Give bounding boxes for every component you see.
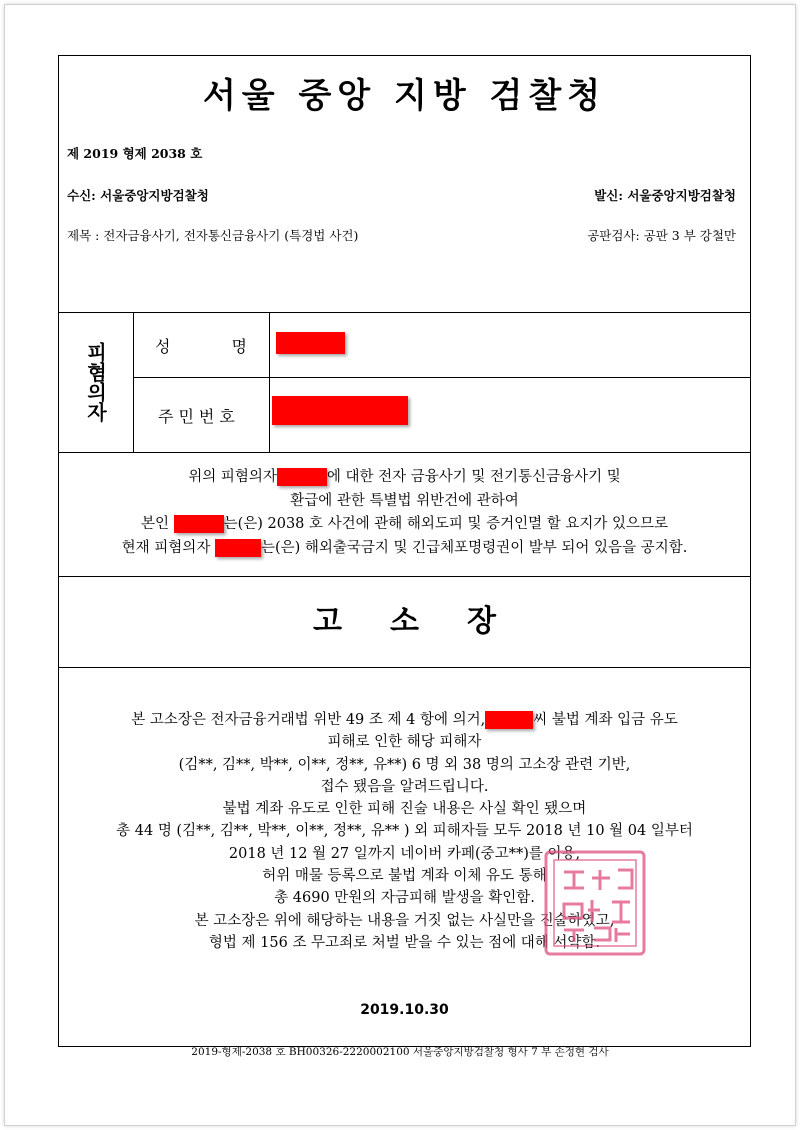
prosecutor: 공판검사: 공판 3 부 강철만	[587, 228, 736, 243]
divider	[133, 312, 134, 452]
redacted-name	[276, 332, 345, 354]
document-page	[4, 4, 796, 1126]
divider	[59, 312, 750, 313]
sender: 발신: 서울중앙지방검찰청	[594, 188, 736, 203]
divider	[133, 377, 750, 378]
redaction	[215, 539, 261, 557]
name-label: 성 명	[155, 337, 247, 356]
official-seal-icon	[542, 848, 648, 958]
notice-text: 위의 피혐의자 에 대한 전자 금융사기 및 전기통신금융사기 및 환급에 관한 특별법 위반건에 관하여 본인 는(은) 2038 호 사건에 관해 해외도피 및 증거인멸 할 요지가 있으므로 현재 피혐의자 는(은) 해외출국금지 및 긴급체포명령권이 발부 되어 있음을 공지함.	[121, 469, 688, 556]
complaint-body: 본 고소장은 전자금융거래법 위반 49 조 제 4 항에 의거, 씨 불법 계좌 입금 유도 피해로 인한 해당 피해자 (김**, 김**, 박**, 이**, 정**, 유**) 6 명 외 38 명의 고소장 관련 기반, 접수 됐음을 알려드립니다. 불법 계좌 유도로 인한 피해 진술 내용은 사실 확인 됐으며 총 44 명 (김**, 김**, 박**, 이**, 정**, 유** ) 외 피해자들 모두 2018 년 10 월 04 일부터 2018 년 12 월 27 일까지 네이버 카페(중고**)를 이용, 허위 매물 등록으로 불법 계좌 이체 유도 통해 총 4690 만원의 자금피해 발생을 확인함. 본 고소장은 위에 해당하는 내용을 거짓 없는 사실만을 진술하였고, 형법 제 156 조 무고죄로 처벌 받을 수 있는 점에 대해 서약함.	[116, 712, 693, 951]
divider	[59, 452, 750, 453]
recipient: 수신: 서울중앙지방검찰청	[67, 188, 209, 203]
case-number: 제 2019 형제 2038 호	[67, 146, 203, 161]
suspect-heading: 피혐의자	[83, 342, 108, 422]
document-footer: 2019-형제-2038 호 BH00326-2220002100 서울중앙지방검찰청 형사 7 부 손정현 검사	[191, 1046, 609, 1058]
subject: 제목 : 전자금융사기, 전자통신금융사기 (특경법 사건)	[67, 228, 359, 243]
redaction	[174, 515, 224, 533]
divider	[269, 312, 270, 452]
rrn-label: 주민번호	[158, 407, 240, 426]
divider	[59, 667, 750, 668]
redaction	[277, 468, 327, 486]
complaint-heading: 고 소 장	[313, 604, 496, 639]
document-date: 2019.10.30	[360, 1002, 449, 1018]
divider	[59, 576, 750, 577]
redacted-rrn	[272, 396, 408, 425]
office-title: 서울 중앙 지방 검찰청	[202, 76, 607, 116]
redaction	[485, 711, 533, 729]
